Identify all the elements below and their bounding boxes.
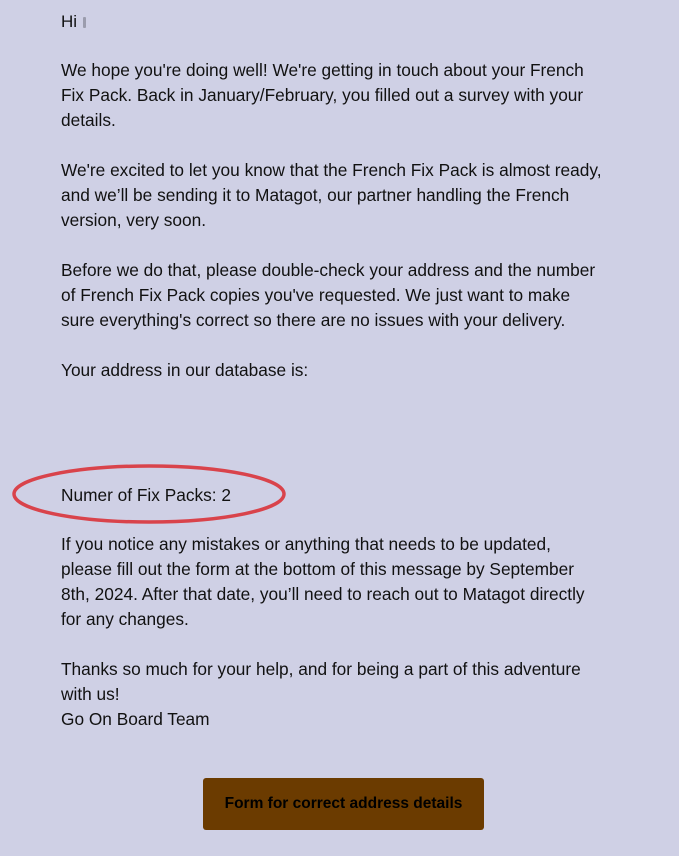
text-line: Thanks so much for your help, and for being a part of this adventure bbox=[61, 659, 581, 679]
text-line: Numer of Fix Packs: 2 bbox=[61, 485, 231, 505]
address-form-button[interactable]: Form for correct address details bbox=[203, 778, 484, 830]
text-line: of French Fix Pack copies you've requested. We just want to make bbox=[61, 285, 571, 305]
text-line: please fill out the form at the bottom of this message by September bbox=[61, 559, 574, 579]
address-intro bbox=[61, 358, 636, 383]
text-line: with us! bbox=[61, 684, 120, 704]
deadline-paragraph bbox=[61, 532, 636, 632]
text-line: Fix Pack. Back in January/February, you filled out a survey with your bbox=[61, 85, 584, 105]
text-line: and we’ll be sending it to Matagot, our partner handling the French bbox=[61, 185, 570, 205]
greeting: Hi bbox=[61, 12, 78, 31]
status-paragraph bbox=[61, 158, 636, 233]
fix-pack-count bbox=[61, 483, 636, 508]
text-line: We're excited to let you know that the French Fix Pack is almost ready, bbox=[61, 160, 602, 180]
text-line: If you notice any mistakes or anything that needs to be updated, bbox=[61, 534, 551, 554]
text-line: Before we do that, please double-check your address and the number bbox=[61, 260, 596, 280]
intro-paragraph bbox=[61, 58, 636, 133]
text-line: 8th, 2024. After that date, you’ll need to reach out to Matagot directly bbox=[61, 584, 585, 604]
text-line: Your address in our database is: bbox=[61, 360, 309, 380]
text-line: sure everything's correct so there are no issues with your delivery. bbox=[61, 310, 566, 330]
request-paragraph bbox=[61, 258, 636, 333]
signature: Go On Board Team bbox=[61, 709, 210, 729]
redacted-name bbox=[83, 17, 86, 28]
closing-paragraph bbox=[61, 657, 636, 732]
greeting-line bbox=[61, 11, 86, 32]
text-line: version, very soon. bbox=[61, 210, 207, 230]
text-line: for any changes. bbox=[61, 609, 189, 629]
text-line: details. bbox=[61, 110, 116, 130]
text-line: We hope you're doing well! We're getting in touch about your French bbox=[61, 60, 584, 80]
